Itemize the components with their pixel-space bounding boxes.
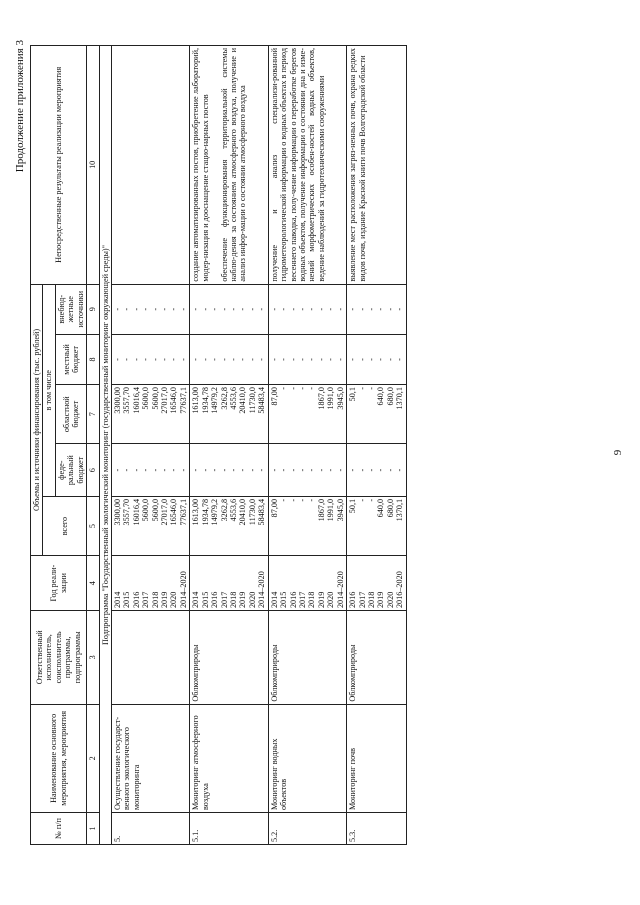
row-extra-value: - (257, 307, 267, 311)
row-federal-value: - (279, 468, 289, 472)
row-years-value: 2017 (141, 591, 151, 609)
row-years (111, 556, 189, 611)
row-extra-value: - (288, 307, 298, 311)
row-total-value: 1613,00 (191, 498, 201, 526)
row-total-value: - (297, 498, 307, 502)
row-regional-value: 1867,0 (316, 387, 326, 410)
row-years-value: 2014 (112, 591, 122, 609)
row-regional-value: 50,1 (348, 387, 358, 402)
row-extra-value: - (112, 307, 122, 311)
table-row (111, 46, 189, 845)
row-number: 5. (111, 813, 189, 845)
row-total (268, 496, 346, 555)
row-federal-value: - (150, 468, 160, 472)
row-extra-value: - (178, 307, 188, 311)
row-total-value: 5600,0 (150, 498, 160, 522)
header-result: Непосредственные результаты реализации мероприятия (31, 46, 87, 285)
row-federal-value: - (307, 468, 317, 472)
row-federal-value: - (297, 468, 307, 472)
row-regional-value: 4553,6 (229, 387, 239, 410)
row-local-value: - (210, 358, 220, 361)
row-regional-value: 16546,0 (169, 387, 179, 414)
row-years-value: 2018 (229, 591, 239, 609)
row-total-value: 1867,0 (316, 498, 326, 522)
row-regional-value: 5600,0 (150, 387, 160, 410)
header-funding: Объемы и источники финансирования (тыс. рублей) (31, 284, 43, 556)
row-total-value: - (307, 498, 317, 502)
row-regional-value: 680,0 (385, 387, 395, 406)
row-total-value: 1934,78 (200, 498, 210, 526)
row-years-value: 2016–2020 (395, 571, 405, 609)
row-extra-value: - (160, 307, 170, 311)
row-regional-value: 5600,0 (141, 387, 151, 410)
row-extra (347, 284, 407, 334)
row-local-value: - (366, 358, 376, 361)
row-regional-value: 1934,78 (200, 387, 210, 414)
funding-table (30, 45, 407, 845)
column-number: 1 (87, 813, 99, 845)
row-regional-value: - (279, 387, 289, 390)
table-row (190, 46, 268, 845)
row-regional-value: - (288, 387, 298, 390)
row-number: 5.3. (347, 813, 407, 845)
column-number: 10 (87, 46, 99, 285)
row-local-value: - (385, 358, 395, 361)
row-regional-value: 77637,1 (178, 387, 188, 414)
row-local-value: - (122, 358, 132, 361)
row-total-value: 640,0 (376, 498, 386, 518)
header-no: № п/п (31, 813, 87, 845)
row-years-value: 2018 (366, 591, 376, 609)
row-federal-value: - (141, 468, 151, 472)
row-local-value: - (376, 358, 386, 361)
row-regional-value: - (307, 387, 317, 390)
row-regional (190, 385, 268, 444)
row-federal-value: - (376, 468, 386, 472)
row-federal-value: - (385, 468, 395, 472)
row-number: 5.1. (190, 813, 268, 845)
row-name: Мониторинг атмосферного воздуха (190, 704, 268, 812)
row-years-value: 2016 (131, 591, 141, 609)
row-local-value: - (279, 358, 289, 361)
row-extra-value: - (169, 307, 179, 311)
row-total-value: - (288, 498, 298, 502)
row-federal-value: - (288, 468, 298, 472)
column-number: 6 (87, 444, 99, 497)
row-regional-value: 87,00 (269, 387, 279, 406)
row-total-value: 27017,0 (160, 498, 170, 526)
row-extra-value: - (269, 307, 279, 311)
row-extra-value: - (150, 307, 160, 311)
row-federal-value: - (366, 468, 376, 472)
row-years-value: 2014–2020 (178, 571, 188, 609)
row-federal-value: - (257, 468, 267, 472)
row-years-value: 2015 (279, 591, 289, 609)
row-federal-value: - (131, 468, 141, 472)
row-local-value: - (191, 358, 201, 361)
row-extra-value: - (247, 307, 257, 311)
row-years (347, 556, 407, 611)
row-regional-value: 1370,1 (395, 387, 405, 410)
row-regional-value: 58483,4 (257, 387, 267, 414)
row-extra-value: - (335, 307, 345, 311)
row-federal-value: - (229, 468, 239, 472)
row-extra-value: - (131, 307, 141, 311)
column-number: 9 (87, 284, 99, 334)
row-years-value: 2016 (348, 591, 358, 609)
row-total-value: 58483,4 (257, 498, 267, 526)
row-federal-value: - (247, 468, 257, 472)
row-federal-value: - (200, 468, 210, 472)
row-local (190, 334, 268, 384)
row-total-value: 20410,0 (238, 498, 248, 526)
row-federal (190, 444, 268, 497)
row-local-value: - (112, 358, 122, 361)
page-number: 9 (612, 449, 624, 456)
row-total-value: 11730,0 (247, 498, 257, 526)
row-extra (190, 284, 268, 334)
row-extra-value: - (219, 307, 229, 311)
continuation-label: Продолжение приложения 3 (14, 40, 26, 173)
row-federal-value: - (316, 468, 326, 472)
row-federal-value: - (395, 468, 405, 472)
row-federal-value: - (326, 468, 336, 472)
row-responsible (111, 611, 189, 705)
row-federal-value: - (210, 468, 220, 472)
row-local-value: - (316, 358, 326, 361)
row-local-value: - (326, 358, 336, 361)
row-years-value: 2015 (200, 591, 210, 609)
row-extra-value: - (366, 307, 376, 311)
row-total-value: 14979,2 (210, 498, 220, 526)
row-regional-value: 11730,0 (247, 387, 257, 414)
row-regional-value: 16016,4 (131, 387, 141, 414)
row-years-value: 2014 (269, 591, 279, 609)
row-local-value: - (219, 358, 229, 361)
row-local-value: - (150, 358, 160, 361)
row-federal-value: - (357, 468, 367, 472)
row-years-value: 2019 (238, 591, 248, 609)
row-regional-value: 3557,70 (122, 387, 132, 414)
row-responsible: Облкомприроды (347, 611, 407, 705)
header-responsible: Ответственный исполнитель, соисполнитель программы, подпрограммы (31, 611, 87, 705)
row-federal-value: - (219, 468, 229, 472)
row-local-value: - (357, 358, 367, 361)
row-local-value: - (335, 358, 345, 361)
row-local (347, 334, 407, 384)
subprogram-row (99, 46, 111, 845)
header-name: Наименование основного мероприятия, мероприятия (31, 704, 87, 812)
row-local-value: - (247, 358, 257, 361)
row-federal-value: - (178, 468, 188, 472)
row-years-value: 2014 (191, 591, 201, 609)
row-regional-value: 14979,2 (210, 387, 220, 414)
row-regional-value: 1613,00 (191, 387, 201, 414)
row-extra-value: - (316, 307, 326, 311)
row-local-value: - (169, 358, 179, 361)
header-local: местный бюджет (55, 334, 86, 384)
row-regional-value: - (297, 387, 307, 390)
row-total-value: 50,1 (348, 498, 358, 514)
row-federal-value: - (348, 468, 358, 472)
row-name: Мониторинг водных объектов (268, 704, 346, 812)
row-local-value: - (131, 358, 141, 361)
row-local-value: - (229, 358, 239, 361)
row-local-value: - (307, 358, 317, 361)
row-extra-value: - (326, 307, 336, 311)
row-local (268, 334, 346, 384)
row-local-value: - (348, 358, 358, 361)
row-federal-value: - (160, 468, 170, 472)
column-number: 4 (87, 556, 99, 611)
row-local-value: - (257, 358, 267, 361)
column-number: 2 (87, 704, 99, 812)
row-extra-value: - (238, 307, 248, 311)
header-regional: областной бюджет (55, 385, 86, 444)
row-regional (347, 385, 407, 444)
row-total-value: 3300,00 (112, 498, 122, 526)
row-total-value: - (366, 498, 376, 502)
row-result: получение и анализ специализи-рованной гидрометеорологической информации о водных объектах в период весеннего паводка, полу-чение информации о переработке берегов водных объектов, получение информации о состоянии дна и изме-нений морфометрических особен-ностей водных объектов, ведение наблюдений за гидротехническими сооружениями (268, 46, 346, 285)
row-local-value: - (269, 358, 279, 361)
row-number: 5.2. (268, 813, 346, 845)
row-extra-value: - (191, 307, 201, 311)
row-years-value: 2019 (316, 591, 326, 609)
row-total-value: 16546,0 (169, 498, 179, 526)
row-total-value: 3945,0 (335, 498, 345, 522)
row-total-value: 5600,0 (141, 498, 151, 522)
row-years-value: 2017 (357, 591, 367, 609)
column-number: 8 (87, 334, 99, 384)
row-years-value: 2018 (150, 591, 160, 609)
row-extra-value: - (141, 307, 151, 311)
row-regional-value: - (366, 387, 376, 390)
row-total-value: 1370,1 (395, 498, 405, 522)
row-federal (268, 444, 346, 497)
row-total-value: 87,00 (269, 498, 279, 518)
header-incl: в том числе (43, 284, 55, 496)
row-years-value: 2020 (326, 591, 336, 609)
row-total-value: 3262,8 (219, 498, 229, 522)
header-year: Год реали-зации (31, 556, 87, 611)
subprogram-title: Подпрограмма "Государственный экологический мониторинг (государственный мониторинг окружающей среды)" (99, 46, 111, 845)
row-extra-value: - (348, 307, 358, 311)
column-number: 3 (87, 611, 99, 705)
row-responsible: Облкомприроды (268, 611, 346, 705)
row-regional-value: 1991,0 (326, 387, 336, 410)
row-extra-value: - (395, 307, 405, 311)
row-total (190, 496, 268, 555)
row-total-value: 680,0 (385, 498, 395, 518)
row-total-value: 77637,1 (178, 498, 188, 526)
row-extra (111, 284, 189, 334)
row-years-value: 2019 (160, 591, 170, 609)
row-years-value: 2018 (307, 591, 317, 609)
row-regional-value: 20410,0 (238, 387, 248, 414)
row-federal-value: - (335, 468, 345, 472)
row-extra-value: - (200, 307, 210, 311)
row-years (190, 556, 268, 611)
row-regional-value: - (357, 387, 367, 390)
row-local-value: - (297, 358, 307, 361)
row-local-value: - (178, 358, 188, 361)
row-years (268, 556, 346, 611)
row-local-value: - (238, 358, 248, 361)
row-extra-value: - (385, 307, 395, 311)
row-local-value: - (395, 358, 405, 361)
row-extra-value: - (357, 307, 367, 311)
row-federal-value: - (112, 468, 122, 472)
row-extra-value: - (307, 307, 317, 311)
row-result: создание автоматизированных постов, приобретение лабораторий, модер-низация и дооснащение стацио-нарных постов обеспечение функционирования территориальной системы наблю-дения за состоянием атмосферного воздуха, получение и анализ инфор-мации о состоянии атмосферного воздуха (190, 46, 268, 285)
row-total (347, 496, 407, 555)
row-local-value: - (200, 358, 210, 361)
row-federal-value: - (269, 468, 279, 472)
row-regional-value: 3262,8 (219, 387, 229, 410)
row-result: выявление мест расположения загряз-ненных почв, охрана редких видов почв, издание Красной книги почв Волгоградской области (347, 46, 407, 285)
row-years-value: 2019 (376, 591, 386, 609)
row-total-value: - (357, 498, 367, 502)
row-regional-value: 3300,00 (112, 387, 122, 414)
row-years-value: 2014–2020 (335, 571, 345, 609)
row-federal-value: - (122, 468, 132, 472)
row-name: Мониторинг почв (347, 704, 407, 812)
row-extra-value: - (297, 307, 307, 311)
row-extra-value: - (376, 307, 386, 311)
row-years-value: 2017 (219, 591, 229, 609)
column-number: 5 (87, 496, 99, 555)
row-federal (347, 444, 407, 497)
row-regional (268, 385, 346, 444)
row-local-value: - (160, 358, 170, 361)
row-responsible: Облкомприроды (190, 611, 268, 705)
row-total-value: 16016,4 (131, 498, 141, 526)
row-extra-value: - (210, 307, 220, 311)
row-local (111, 334, 189, 384)
row-years-value: 2017 (297, 591, 307, 609)
row-regional-value: 3945,0 (335, 387, 345, 410)
header-federal: феде-ральный бюджет (55, 444, 86, 497)
row-federal-value: - (191, 468, 201, 472)
row-regional (111, 385, 189, 444)
header-extra: внебюд-жетные источники (55, 284, 86, 334)
header-total: всего (43, 496, 87, 555)
row-years-value: 2016 (210, 591, 220, 609)
row-years-value: 2016 (288, 591, 298, 609)
row-total-value: 1991,0 (326, 498, 336, 522)
row-extra (268, 284, 346, 334)
row-extra-value: - (279, 307, 289, 311)
row-local-value: - (288, 358, 298, 361)
row-name: Осуществление государст-венного экологического мониторинга (111, 704, 189, 812)
row-years-value: 2020 (247, 591, 257, 609)
row-result (111, 46, 189, 285)
row-local-value: - (141, 358, 151, 361)
row-years-value: 2020 (385, 591, 395, 609)
row-extra-value: - (229, 307, 239, 311)
row-federal-value: - (238, 468, 248, 472)
row-years-value: 2014–2020 (257, 571, 267, 609)
table-row (268, 46, 346, 845)
row-years-value: 2015 (122, 591, 132, 609)
row-total-value: 4553,6 (229, 498, 239, 522)
column-number: 7 (87, 385, 99, 444)
row-years-value: 2020 (169, 591, 179, 609)
row-total (111, 496, 189, 555)
column-numbers-row (87, 46, 99, 845)
row-extra-value: - (122, 307, 132, 311)
row-regional-value: 27017,0 (160, 387, 170, 414)
row-total-value: - (279, 498, 289, 502)
row-federal-value: - (169, 468, 179, 472)
row-federal (111, 444, 189, 497)
row-regional-value: 640,0 (376, 387, 386, 406)
row-total-value: 3557,70 (122, 498, 132, 526)
table-row (347, 46, 407, 845)
